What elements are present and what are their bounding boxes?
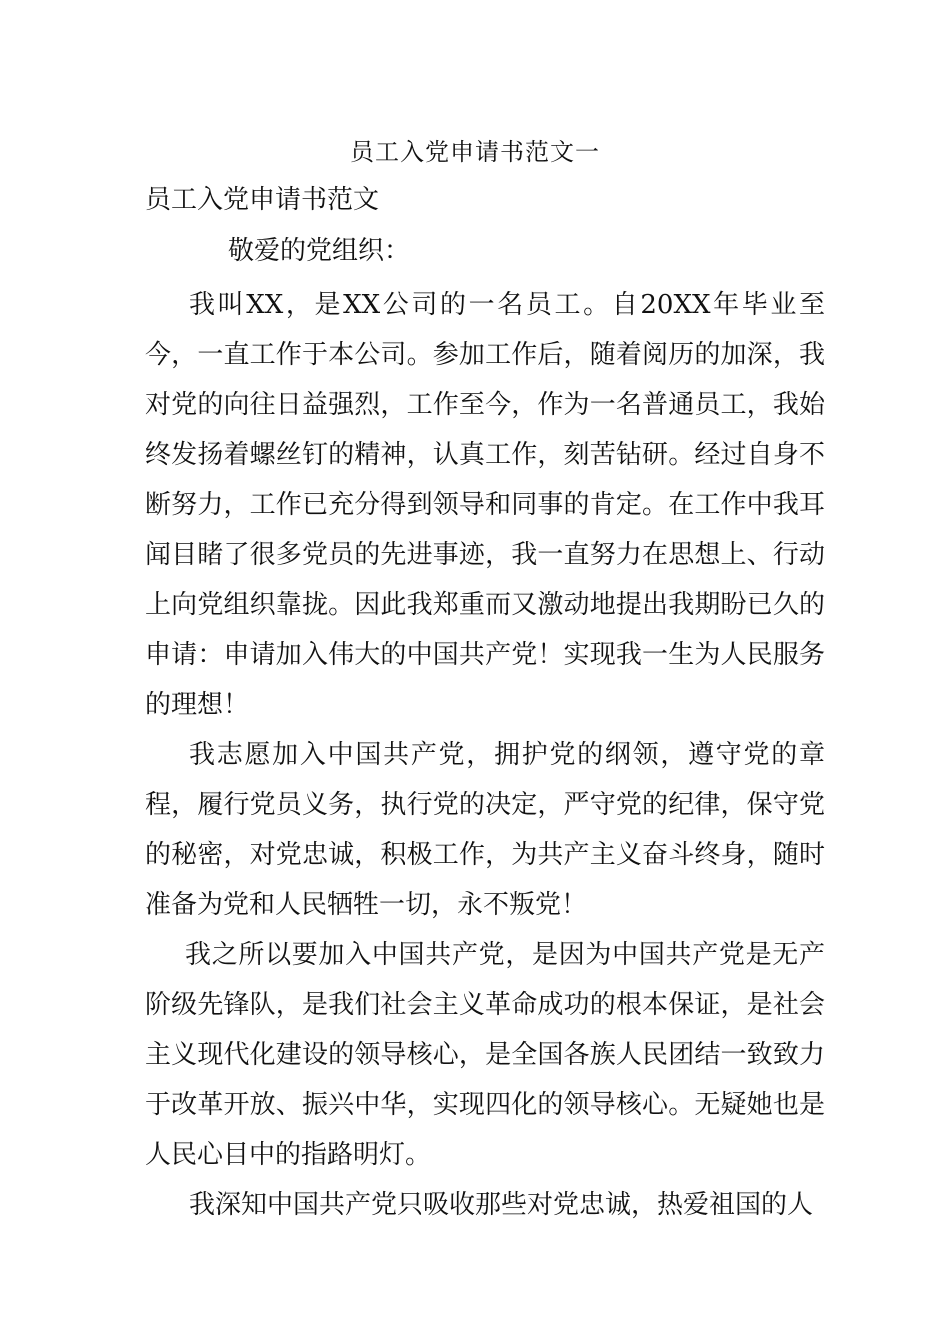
paragraph-3: 我之所以要加入中国共产党，是因为中国共产党是无产阶级先锋队，是我们社会主义革命成功的根本保证，是社会主义现代化建设的领导核心，是全国各族人民团结一致致力于改革开放、振兴中华，实现四化的领导核心。无疑她也是人民心目中的指路明灯。	[145, 940, 825, 1170]
document-body	[145, 280, 825, 1230]
document-title: 员工入党申请书范文一	[350, 138, 600, 166]
document-subtitle: 员工入党申请书范文	[145, 185, 380, 215]
paragraph-2: 我志愿加入中国共产党，拥护党的纲领，遵守党的章程，履行党员义务，执行党的决定，严守党的纪律，保守党的秘密，对党忠诚，积极工作，为共产主义奋斗终身，随时准备为党和人民牺牲一切，永不叛党！	[145, 740, 825, 920]
paragraph-1: 我叫XX，是XX公司的一名员工。自20XX年毕业至今，一直工作于本公司。参加工作后，随着阅历的加深，我对党的向往日益强烈，工作至今，作为一名普通员工，我始终发扬着螺丝钉的精神，认真工作，刻苦钻研。经过自身不断努力，工作已充分得到领导和同事的肯定。在工作中我耳闻目睹了很多党员的先进事迹，我一直努力在思想上、行动上向党组织靠拢。因此我郑重而又激动地提出我期盼已久的申请：申请加入伟大的中国共产党！实现我一生为人民服务的理想！	[145, 290, 825, 720]
salutation: 敬爱的党组织：	[228, 236, 411, 266]
paragraph-4: 我深知中国共产党只吸收那些对党忠诚，热爱祖国的人	[189, 1190, 814, 1220]
